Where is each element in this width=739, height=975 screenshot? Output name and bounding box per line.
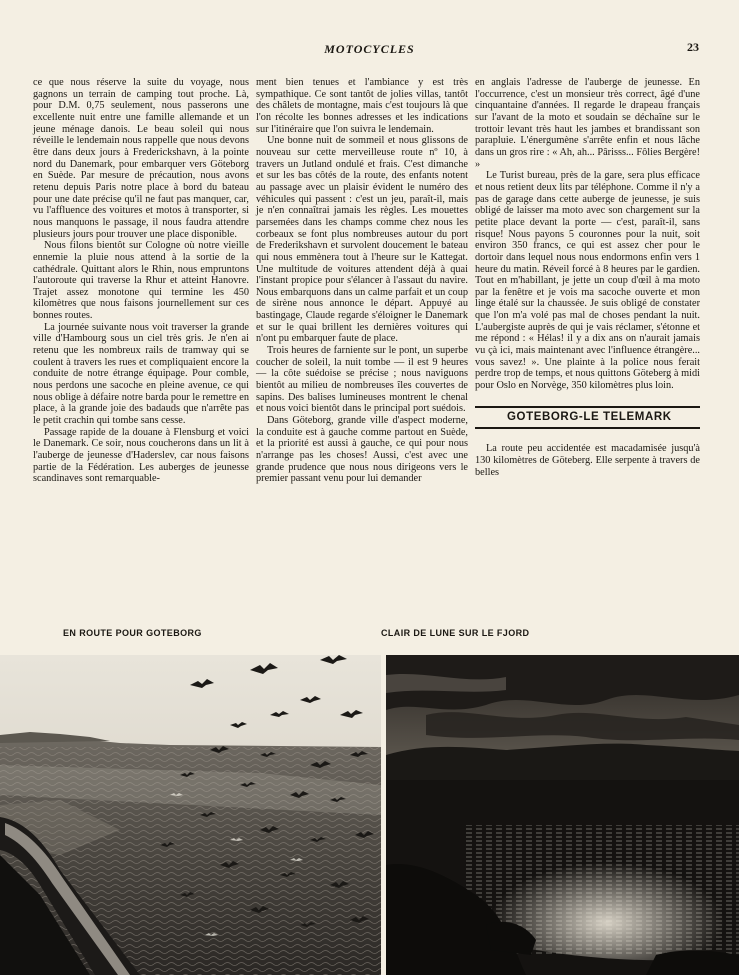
page-number: 23 (687, 40, 699, 54)
paragraph: La journée suivante nous voit traverser la grande ville d'Hambourg sous un ciel très gris. Je n'en ai retenu que les nombreux rails de tramway qui se coulent à travers les rues et compliquaient encore la conduite de notre étrange équipage. Pour comble, nous perdons une sacoche en pleine avenue, ce qui nous oblige à défaire notre barda pour le remettre en place, à la grande joie des badauds que n'arrête pas le petit crachin qui tombe sans cesse. (33, 321, 249, 427)
paragraph: Passage rapide de la douane à Flensburg et voici le Danemark. Ce soir, nous coucherons dans un lit à l'auberge de jeunesse d'Haderslev, car nous faisons partie de la Fédération. Les auberges de jeunesse scandinaves sont remarquable- (33, 426, 249, 485)
paragraph: Trois heures de farniente sur le pont, un superbe coucher de soleil, la nuit tombe — il est 9 heures — la côte suédoise se précise ; nous naviguons bientôt au milieu de nombreuses îles couvertes de sapins. Des balises lumineuses montrent le chenal et nous voici bientôt dans le principal port suédois. (256, 345, 468, 415)
paragraph: ment bien tenues et l'ambiance y est très sympathique. Ce sont tantôt de jolies villas, tantôt des châlets de montagne, mais c'est toujours là que l'on récolte les bonnes adresses et les indications sur l'itinéraire que l'on suivra le lendemain. (256, 77, 468, 135)
section-heading: GOTEBORG-LE TELEMARK (475, 406, 700, 430)
photo-caption-right: CLAIR DE LUNE SUR LE FJORD (381, 628, 530, 638)
text-column-1 (33, 77, 249, 485)
running-header: MOTOCYCLES (324, 42, 415, 56)
text-column-2 (256, 77, 468, 485)
photo-moonlight-fjord (386, 655, 739, 975)
paragraph: Une bonne nuit de sommeil et nous glissons de nouveau sur cette merveilleuse route nº 10, à travers un Jutland ondulé et frais. C'est dimanche et sur les bas côtés de la route, des enfants notent au passage avec un plaisir évident le numéro des véhicules qui passent : c'est un jeu, paraît-il, mais je n'en connaîtrai jamais les règles. Les mouettes parsemées dans les champs comme chez nous les corbeaux se font plus nombreuses autour du port de Frederikshavn et survolent doucement le bateau qui nous emmènera tout à l'heure sur le Kattegat. Une multitude de voitures attendent déjà à quai l'instant propice pour s'élancer à l'assaut du navire. Nous embarquons dans un calme parfait et un coup de sirène nous annonce le départ. Appuyé au bastingage, Claude regarde s'éloigner le Danemark et sur le quai brillent les dernières voitures qui n'ont pu embarquer faute de place. (256, 135, 468, 345)
photo-seagulls-boat (0, 655, 381, 975)
paragraph: Nous filons bientôt sur Cologne où notre vieille ennemie la pluie nous attend à la sortie de la cathédrale. Quittant alors le Rhin, nous empruntons l'autoroute qui traverse la Rhur et atteint Hanovre. Trajet assez monotone qui termine les 450 kilomètres que nous faisons journellement sur ces bonnes routes. (33, 240, 249, 322)
paragraph: en anglais l'adresse de l'auberge de jeunesse. En l'occurrence, c'est un monsieur très correct, âgé d'une cinquantaine d'années. Il regarde le drapeau français sur l'avant de la moto et soudain se déchaîne sur le trottoir levant très haut les jambes et brandissant son parapluie. L'énergumène s'arrête enfin et nous lâche dans un gros rire : « Ah, ah... Pârisss... Fôlies Bergère! » (475, 77, 700, 170)
paragraph: La route peu accidentée est macadamisée jusqu'à 130 kilomètres de Göteberg. Elle serpente à travers de belles (475, 443, 700, 478)
text-column-3 (475, 77, 700, 478)
paragraph: ce que nous réserve la suite du voyage, nous gagnons un terrain de camping tout proche. Là, pour D.M. 0,75 seulement, nous passerons une excellente nuit entre une famille allemande et un jeune ménage danois. Le beau soleil qui nous réveille le lendemain nous rappelle que nous devons être dans deux jours à Frederickshavn, à la pointe nord du Danemark, pour embarquer vers Göteborg en Suède. Par mesure de précaution, nous avons retenu depuis Paris notre place à bord du bateau pour une date précise qu'il ne faut pas manquer, car, vu l'affluence des voitures et motos à transporter, si nous manquons le passage, il nous faudra attendre plusieurs jours pour trouver une place disponible. (33, 77, 249, 240)
paragraph: Dans Göteborg, grande ville d'aspect moderne, la conduite est à gauche comme partout en Suède, et la priorité est aussi à gauche, ce qui pour nous n'arrange pas les choses! Aussi, c'est avec une grande prudence que nous nous dirigeons vers le premier passant venu pour lui demander (256, 415, 468, 485)
photo-caption-left: EN ROUTE POUR GOTEBORG (63, 628, 202, 638)
paragraph: Le Turist bureau, près de la gare, sera plus efficace et nous retient deux lits par téléphone. Comme il n'y a pas de garage dans cette auberge de jeunesse, je suis obligé de laisser ma moto avec son chargement sur la petite place devant la porte — c'est, paraît-il, sans risque! Nous payons 5 couronnes pour la nuit, soit environ 350 francs, ce qui est assez cher pour le dortoir dans lequel nous nous endormons enfin vers 1 heure du matin. Réveil forcé à 8 heures par le gardien. Tout en m'habillant, je jette un coup d'œil à ma moto par la fenêtre et je vois ma sacoche ouverte et mon linge étalé sur la chaussée. Je suis obligé de constater que l'on m'a volé pas mal de choses pendant la nuit. L'aubergiste auprès de qui je vais réclamer, s'étonne et me répond : « Hélas! il y a dix ans on n'aurait jamais vu çà ici, mais maintenant avec l'influence étrangère... vous savez! ». Une plainte à la police nous ferait perdre trop de temps, et nous quittons Göteberg à midi pour Oslo en Norvège, 350 kilomètres plus loin. (475, 170, 700, 392)
